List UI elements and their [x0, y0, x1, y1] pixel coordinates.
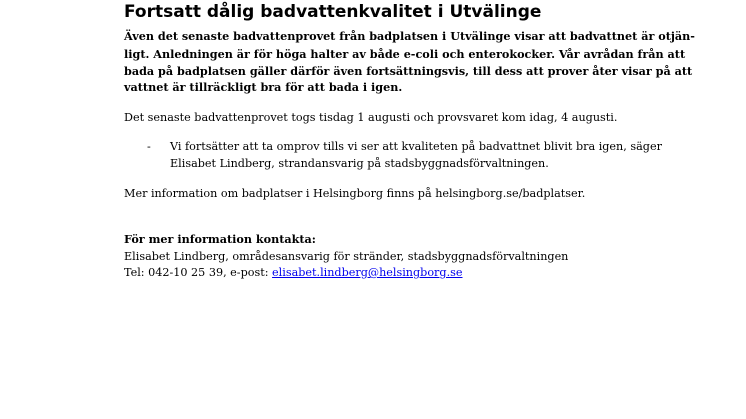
contact-email-link[interactable]: elisabet.lindberg@helsingborg.se	[272, 266, 463, 279]
quote-line-1: Vi fortsätter att ta omprov tills vi ser att kvaliteten på badvattnet blivit bra igen, säger	[170, 140, 662, 153]
lead-line-1: Även det senaste badvattenprovet från badplatsen i Utvälinge visar att badvattnet är otjän-	[124, 29, 695, 43]
contact-tel-line	[124, 265, 463, 280]
page-title: Fortsatt dålig badvattenkvalitet i Utvälinge	[124, 2, 542, 22]
paragraph-sample-date: Det senaste badvattenprovet togs tisdag 1 augusti och provsvaret kom idag, 4 augusti.	[124, 111, 618, 124]
quote-dash: -	[147, 140, 151, 153]
lead-line-4: vattnet är tillräckligt bra för att bada i igen.	[124, 80, 403, 94]
contact-heading: För mer information kontakta:	[124, 232, 316, 246]
contact-name-line: Elisabet Lindberg, områdesansvarig för stränder, stadsbyggnadsförvaltningen	[124, 250, 569, 263]
contact-tel: Tel: 042-10 25 39, e-post:	[124, 266, 273, 279]
lead-line-3: bada på badplatsen gäller därför även fortsättningsvis, till dess att prover åter visar på att	[124, 64, 693, 78]
quote-line-2: Elisabet Lindberg, strandansvarig på stadsbyggnadsförvaltningen.	[170, 157, 549, 170]
lead-line-2: ligt. Anledningen är för höga halter av både e-coli och enterokocker. Vår avrådan från att	[124, 47, 686, 61]
paragraph-more-info: Mer information om badplatser i Helsingborg finns på helsingborg.se/badplatser.	[124, 187, 586, 200]
